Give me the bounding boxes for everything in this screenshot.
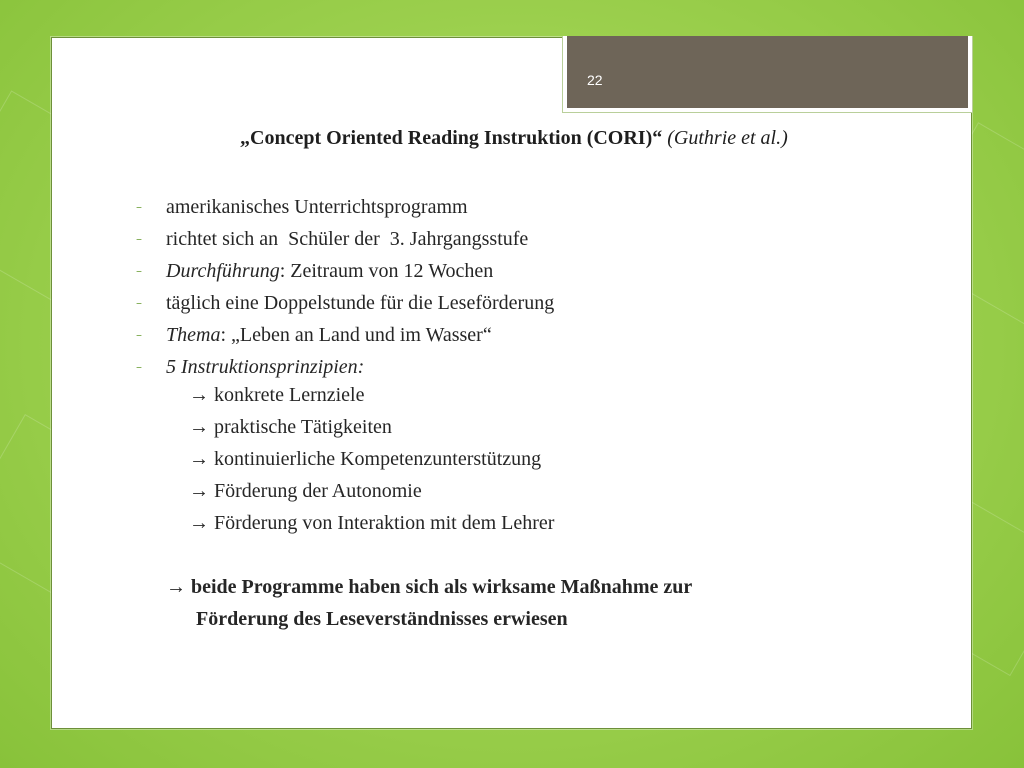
conclusion-line-2: Förderung des Leseverständnisses erwiesen — [196, 608, 568, 630]
bullet-text: : Zeitraum von 12 Wochen — [279, 260, 494, 282]
bullet-list — [136, 191, 554, 383]
bullet-text: amerikanisches Unterrichtsprogramm — [166, 196, 468, 218]
principle-item: → konkrete Lernziele — [189, 384, 365, 406]
page-number-box — [562, 36, 973, 113]
dash-icon: – — [136, 328, 142, 342]
principle-item: → Förderung von Interaktion mit dem Lehrer — [189, 512, 555, 534]
dash-icon: – — [136, 360, 142, 374]
list-item — [136, 191, 554, 223]
bullet-italic: Durchführung — [166, 260, 280, 282]
dash-icon: – — [136, 264, 142, 278]
list-item — [136, 287, 554, 319]
title-citation: (Guthrie et al.) — [667, 127, 788, 149]
slide-panel — [51, 37, 972, 729]
list-item — [136, 255, 554, 287]
conclusion-line-1: → beide Programme haben sich als wirksame Maßnahme zur — [166, 576, 693, 598]
principles-list — [189, 379, 554, 539]
bullet-italic: 5 Instruktionsprinzipien: — [166, 356, 365, 378]
principle-item: → Förderung der Autonomie — [189, 480, 422, 502]
page-number: 22 — [587, 72, 603, 88]
page-number-bar — [567, 36, 968, 108]
dash-icon: – — [136, 296, 142, 310]
title-text: „Concept Oriented Reading Instruktion (CORI)“ — [240, 127, 663, 149]
bullet-text: täglich eine Doppelstunde für die Leseförderung — [166, 292, 555, 314]
conclusion — [166, 571, 926, 635]
dash-icon: – — [136, 232, 142, 246]
bullet-text: richtet sich an Schüler der 3. Jahrgangsstufe — [166, 228, 529, 250]
dash-icon: – — [136, 200, 142, 214]
list-item — [136, 319, 554, 351]
bullet-text: : „Leben an Land und im Wasser“ — [220, 324, 492, 346]
slide-title — [240, 127, 940, 150]
principle-item: → kontinuierliche Kompetenzunterstützung — [189, 448, 542, 470]
bullet-italic: Thema — [166, 324, 221, 346]
list-item — [136, 223, 554, 255]
principle-item: → praktische Tätigkeiten — [189, 416, 392, 438]
